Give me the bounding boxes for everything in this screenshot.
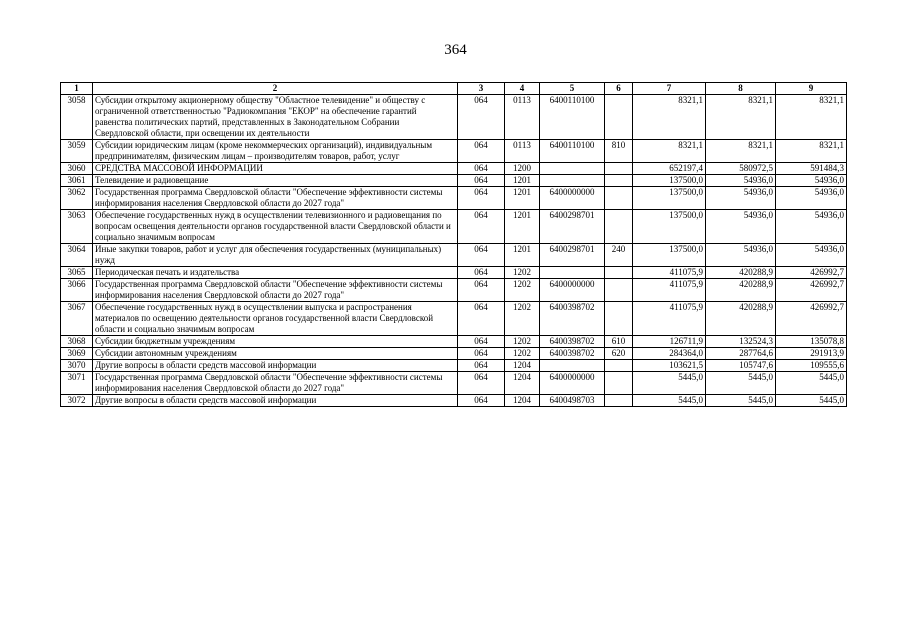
row-section-code: 1201 — [505, 210, 540, 244]
page-number: 364 — [444, 42, 467, 58]
row-expense-type — [605, 279, 633, 302]
row-amount-1: 137500,0 — [633, 187, 706, 210]
row-code: 3064 — [61, 244, 93, 267]
col-header-9: 9 — [776, 83, 847, 95]
row-code: 3066 — [61, 279, 93, 302]
row-name: Другие вопросы в области средств массовой информации — [93, 395, 458, 407]
row-amount-2: 287764,6 — [706, 348, 776, 360]
row-amount-2: 420288,9 — [706, 302, 776, 336]
row-amount-2: 54936,0 — [706, 244, 776, 267]
row-amount-1: 5445,0 — [633, 395, 706, 407]
col-header-1: 1 — [61, 83, 93, 95]
col-header-8: 8 — [706, 83, 776, 95]
row-target-code: 6400398702 — [540, 302, 605, 336]
row-expense-type — [605, 267, 633, 279]
row-admin-code: 064 — [458, 348, 505, 360]
table-row — [61, 372, 847, 395]
row-admin-code: 064 — [458, 302, 505, 336]
col-header-6: 6 — [605, 83, 633, 95]
row-section-code: 0113 — [505, 95, 540, 140]
row-name: Обеспечение государственных нужд в осуществлении телевизионного и радиовещания по вопросам освещения деятельности органов государственной власти Свердловской области и социально значимым вопросам — [93, 210, 458, 244]
row-amount-1: 411075,9 — [633, 279, 706, 302]
row-code: 3063 — [61, 210, 93, 244]
row-section-code: 0113 — [505, 140, 540, 163]
row-name: Субсидии бюджетным учреждениям — [93, 336, 458, 348]
row-target-code: 6400110100 — [540, 95, 605, 140]
row-expense-type — [605, 395, 633, 407]
row-amount-3: 426992,7 — [776, 267, 847, 279]
row-amount-1: 137500,0 — [633, 210, 706, 244]
row-name: Иные закупки товаров, работ и услуг для обеспечения государственных (муниципальных) нужд — [93, 244, 458, 267]
table-row — [61, 187, 847, 210]
header-row — [61, 83, 847, 95]
row-target-code: 6400000000 — [540, 187, 605, 210]
row-expense-type — [605, 163, 633, 175]
row-amount-2: 8321,1 — [706, 95, 776, 140]
row-amount-2: 105747,6 — [706, 360, 776, 372]
row-amount-3: 5445,0 — [776, 395, 847, 407]
row-amount-3: 8321,1 — [776, 95, 847, 140]
row-amount-3: 8321,1 — [776, 140, 847, 163]
row-name: Государственная программа Свердловской области "Обеспечение эффективности системы информирования населения Свердловской области до 2027 года" — [93, 372, 458, 395]
table-row — [61, 210, 847, 244]
row-target-code — [540, 175, 605, 187]
row-expense-type — [605, 210, 633, 244]
row-amount-1: 137500,0 — [633, 175, 706, 187]
row-amount-3: 54936,0 — [776, 210, 847, 244]
row-section-code: 1200 — [505, 163, 540, 175]
row-code: 3068 — [61, 336, 93, 348]
table-row — [61, 163, 847, 175]
row-name: Субсидии автономным учреждениям — [93, 348, 458, 360]
row-target-code: 6400000000 — [540, 279, 605, 302]
row-amount-2: 580972,5 — [706, 163, 776, 175]
row-expense-type: 620 — [605, 348, 633, 360]
row-code: 3061 — [61, 175, 93, 187]
row-code: 3060 — [61, 163, 93, 175]
row-target-code: 6400298701 — [540, 244, 605, 267]
row-section-code: 1202 — [505, 348, 540, 360]
row-target-code: 6400110100 — [540, 140, 605, 163]
row-admin-code: 064 — [458, 95, 505, 140]
row-amount-1: 411075,9 — [633, 267, 706, 279]
row-target-code — [540, 163, 605, 175]
row-amount-2: 5445,0 — [706, 372, 776, 395]
row-expense-type — [605, 175, 633, 187]
row-amount-1: 652197,4 — [633, 163, 706, 175]
row-amount-1: 5445,0 — [633, 372, 706, 395]
row-section-code: 1202 — [505, 302, 540, 336]
table-row — [61, 95, 847, 140]
row-admin-code: 064 — [458, 267, 505, 279]
row-target-code: 6400398702 — [540, 336, 605, 348]
row-name: Государственная программа Свердловской области "Обеспечение эффективности системы информирования населения Свердловской области до 2027 года" — [93, 187, 458, 210]
row-section-code: 1202 — [505, 267, 540, 279]
row-amount-2: 132524,3 — [706, 336, 776, 348]
row-amount-3: 54936,0 — [776, 187, 847, 210]
row-admin-code: 064 — [458, 163, 505, 175]
row-admin-code: 064 — [458, 187, 505, 210]
row-target-code: 6400498703 — [540, 395, 605, 407]
row-code: 3059 — [61, 140, 93, 163]
row-name: Периодическая печать и издательства — [93, 267, 458, 279]
row-amount-2: 54936,0 — [706, 187, 776, 210]
row-name: Обеспечение государственных нужд в осуществлении выпуска и распространения материалов по освещению деятельности органов государственной власти Свердловской области и социально значимым вопросам — [93, 302, 458, 336]
row-amount-2: 420288,9 — [706, 267, 776, 279]
row-amount-1: 284364,0 — [633, 348, 706, 360]
row-admin-code: 064 — [458, 372, 505, 395]
row-section-code: 1201 — [505, 244, 540, 267]
row-code: 3058 — [61, 95, 93, 140]
row-name: Другие вопросы в области средств массовой информации — [93, 360, 458, 372]
row-amount-2: 54936,0 — [706, 210, 776, 244]
col-header-7: 7 — [633, 83, 706, 95]
row-amount-2: 5445,0 — [706, 395, 776, 407]
row-admin-code: 064 — [458, 360, 505, 372]
table-row — [61, 302, 847, 336]
row-section-code: 1201 — [505, 187, 540, 210]
row-section-code: 1202 — [505, 336, 540, 348]
row-expense-type — [605, 372, 633, 395]
table-row — [61, 279, 847, 302]
row-amount-3: 54936,0 — [776, 175, 847, 187]
row-name: Телевидение и радиовещание — [93, 175, 458, 187]
row-section-code: 1201 — [505, 175, 540, 187]
row-expense-type: 810 — [605, 140, 633, 163]
row-amount-2: 8321,1 — [706, 140, 776, 163]
row-admin-code: 064 — [458, 244, 505, 267]
table-row — [61, 360, 847, 372]
row-admin-code: 064 — [458, 175, 505, 187]
col-header-4: 4 — [505, 83, 540, 95]
col-header-2: 2 — [93, 83, 458, 95]
row-code: 3072 — [61, 395, 93, 407]
row-amount-1: 137500,0 — [633, 244, 706, 267]
row-name: Субсидии юридическим лицам (кроме некоммерческих организаций), индивидуальным предпринимателям, физическим лицам – производителям товаров, работ, услуг — [93, 140, 458, 163]
row-name: Государственная программа Свердловской области "Обеспечение эффективности системы информирования населения Свердловской области до 2027 года" — [93, 279, 458, 302]
row-amount-2: 420288,9 — [706, 279, 776, 302]
row-target-code — [540, 360, 605, 372]
row-name: Субсидии открытому акционерному обществу "Областное телевидение" и обществу с ограниченной ответственностью "Радиокомпания "ЕКОР" на обеспечение гарантий равенства политических партий, представленных в Законодательном Собрании Свердловской области, при освещении их деятельности — [93, 95, 458, 140]
col-header-5: 5 — [540, 83, 605, 95]
row-target-code: 6400398702 — [540, 348, 605, 360]
row-amount-3: 109555,6 — [776, 360, 847, 372]
row-code: 3070 — [61, 360, 93, 372]
row-section-code: 1202 — [505, 279, 540, 302]
row-target-code: 6400298701 — [540, 210, 605, 244]
col-header-3: 3 — [458, 83, 505, 95]
table-row — [61, 395, 847, 407]
row-target-code — [540, 267, 605, 279]
row-admin-code: 064 — [458, 210, 505, 244]
row-amount-3: 426992,7 — [776, 279, 847, 302]
row-expense-type — [605, 95, 633, 140]
row-section-code: 1204 — [505, 360, 540, 372]
row-amount-1: 8321,1 — [633, 95, 706, 140]
row-amount-3: 135078,8 — [776, 336, 847, 348]
row-amount-1: 411075,9 — [633, 302, 706, 336]
table-row — [61, 244, 847, 267]
row-expense-type — [605, 302, 633, 336]
row-code: 3062 — [61, 187, 93, 210]
row-target-code: 6400000000 — [540, 372, 605, 395]
row-admin-code: 064 — [458, 395, 505, 407]
row-amount-1: 126711,9 — [633, 336, 706, 348]
row-amount-1: 103621,5 — [633, 360, 706, 372]
row-admin-code: 064 — [458, 140, 505, 163]
row-admin-code: 064 — [458, 336, 505, 348]
row-amount-3: 426992,7 — [776, 302, 847, 336]
row-amount-1: 8321,1 — [633, 140, 706, 163]
row-expense-type: 240 — [605, 244, 633, 267]
row-code: 3071 — [61, 372, 93, 395]
row-name: СРЕДСТВА МАССОВОЙ ИНФОРМАЦИИ — [93, 163, 458, 175]
table-row — [61, 348, 847, 360]
row-expense-type — [605, 187, 633, 210]
row-section-code: 1204 — [505, 395, 540, 407]
row-code: 3065 — [61, 267, 93, 279]
row-amount-2: 54936,0 — [706, 175, 776, 187]
table-row — [61, 267, 847, 279]
row-code: 3067 — [61, 302, 93, 336]
row-expense-type: 610 — [605, 336, 633, 348]
row-section-code: 1204 — [505, 372, 540, 395]
row-amount-3: 291913,9 — [776, 348, 847, 360]
row-admin-code: 064 — [458, 279, 505, 302]
row-amount-3: 591484,3 — [776, 163, 847, 175]
row-amount-3: 5445,0 — [776, 372, 847, 395]
row-code: 3069 — [61, 348, 93, 360]
table-row — [61, 175, 847, 187]
row-amount-3: 54936,0 — [776, 244, 847, 267]
table-row — [61, 336, 847, 348]
row-expense-type — [605, 360, 633, 372]
table-row — [61, 140, 847, 163]
table-body — [61, 95, 847, 407]
budget-table — [60, 82, 847, 407]
